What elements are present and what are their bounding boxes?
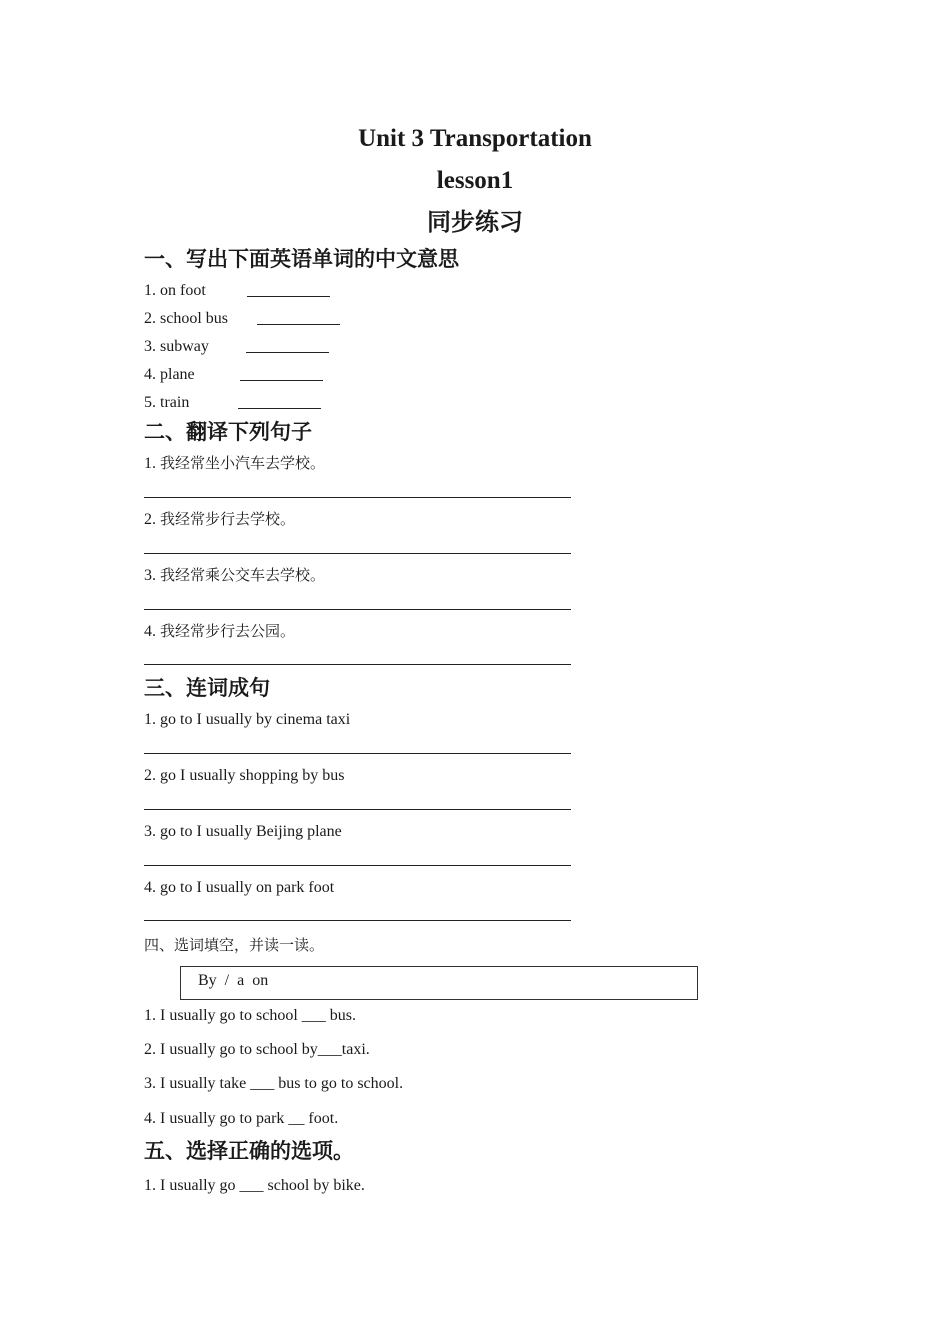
translate-item-1: 1. 我经常坐小汽车去学校。 (144, 454, 326, 472)
section3-heading: 三、连词成句 (144, 676, 270, 700)
section4-heading: 四、选词填空，并读一读。 (144, 936, 325, 954)
vocab-item-2: 2. school bus (144, 310, 228, 327)
reorder-item-1: 1. go to I usually by cinema taxi (144, 711, 351, 728)
answer-line[interactable] (144, 609, 571, 610)
section2-heading: 二、翻译下列句子 (144, 420, 312, 444)
title-lesson: lesson1 (436, 167, 514, 194)
vocab-blank-4[interactable] (240, 380, 323, 381)
vocab-item-4: 4. plane (144, 366, 195, 383)
answer-line[interactable] (144, 809, 571, 810)
vocab-blank-1[interactable] (247, 296, 330, 297)
answer-line[interactable] (144, 920, 571, 921)
vocab-blank-5[interactable] (238, 408, 321, 409)
word-bank-box (180, 966, 698, 1000)
answer-line[interactable] (144, 753, 571, 754)
answer-line[interactable] (144, 553, 571, 554)
vocab-blank-3[interactable] (246, 352, 329, 353)
fill-item-3: 3. I usually take ___ bus to go to school. (144, 1075, 404, 1092)
title-practice: 同步练习 (427, 208, 523, 236)
reorder-item-4: 4. go to I usually on park foot (144, 879, 335, 896)
title-unit: Unit 3 Transportation (358, 125, 592, 152)
choice-item-1: 1. I usually go ___ school by bike. (144, 1177, 365, 1194)
section5-heading: 五、选择正确的选项。 (144, 1138, 354, 1163)
section1-heading: 一、写出下面英语单词的中文意思 (144, 247, 459, 271)
fill-item-1: 1. I usually go to school ___ bus. (144, 1007, 356, 1024)
answer-line[interactable] (144, 497, 571, 498)
vocab-item-3: 3. subway (144, 338, 209, 355)
reorder-item-2: 2. go I usually shopping by bus (144, 767, 345, 784)
vocab-item-1: 1. on foot (144, 282, 206, 299)
fill-item-2: 2. I usually go to school by___taxi. (144, 1041, 370, 1058)
translate-item-3: 3. 我经常乘公交车去学校。 (144, 566, 326, 584)
translate-item-4: 4. 我经常步行去公园。 (144, 622, 296, 640)
word-bank-text: By / a on (198, 972, 269, 989)
reorder-item-3: 3. go to I usually Beijing plane (144, 823, 342, 840)
translate-item-2: 2. 我经常步行去学校。 (144, 510, 296, 528)
fill-item-4: 4. I usually go to park __ foot. (144, 1110, 339, 1127)
answer-line[interactable] (144, 865, 571, 866)
vocab-blank-2[interactable] (257, 324, 340, 325)
vocab-item-5: 5. train (144, 394, 190, 411)
answer-line[interactable] (144, 664, 571, 665)
